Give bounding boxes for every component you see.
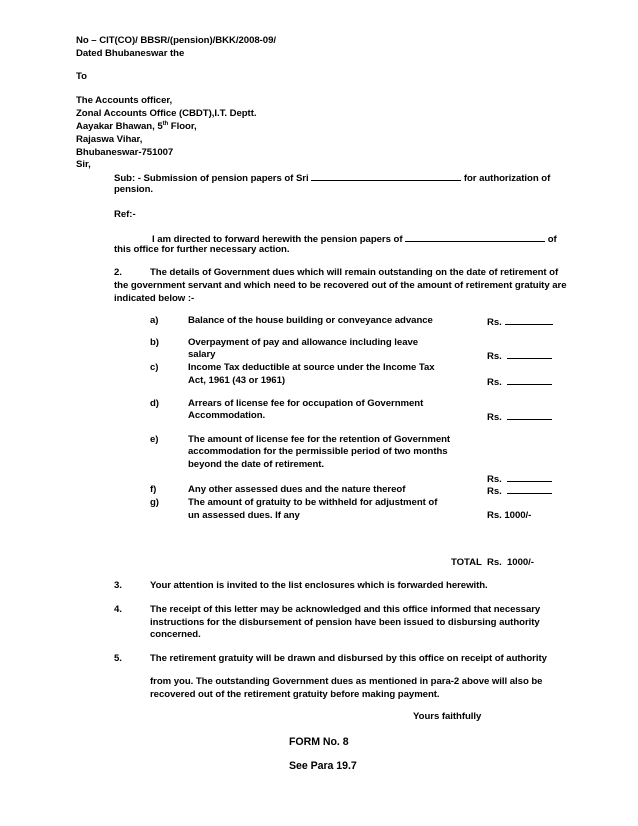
papers-blank [405,232,545,242]
dues-g-label: g) [150,497,159,508]
total-amount: Rs. 1000/- [487,557,534,568]
ref-label: Ref:- [114,209,136,220]
subject-suffix: for authorization of [461,173,551,184]
para4-line-3: concerned. [150,629,201,640]
dues-a-amount [487,315,553,329]
dues-e-text-1: The amount of license fee for the retention of Government [188,434,451,445]
para3-number: 3. [114,580,122,591]
dues-f-amount [487,484,552,498]
dues-d-text-1: Arrears of license fee for occupation of Government [188,398,424,409]
para2-number: 2. [114,267,122,278]
closing-yours-faithfully: Yours faithfully [413,711,482,722]
address-line-2: Zonal Accounts Office (CBDT),I.T. Deptt. [76,108,257,119]
dues-b-currency: Rs. [487,351,502,362]
para1-text: I am directed to forward herewith the pension papers of [152,234,406,245]
para5-line-3: recovered out of the retirement gratuity before making payment. [150,689,440,700]
address-line-1: The Accounts officer, [76,95,173,106]
dues-e-blank [507,472,552,482]
dues-e-currency: Rs. [487,474,502,485]
address-line-5: Bhubaneswar-751007 [76,147,174,158]
para1-line-2: this office for further necessary action. [114,244,290,255]
dues-f-text: Any other assessed dues and the nature thereof [188,484,406,495]
para4-line-2: instructions for the disbursement of pension have been issued to disbursing authority [150,617,540,628]
dues-c-label: c) [150,362,159,373]
total-label: TOTAL [451,557,482,568]
para5-line-1: The retirement gratuity will be drawn and disbursed by this office on receipt of authority [150,653,547,664]
dues-f-label: f) [150,484,157,495]
dues-d-label: d) [150,398,159,409]
para2-line-3: indicated below :- [114,293,195,304]
dues-d-currency: Rs. [487,412,502,423]
reference-number: No – CIT(CO)/ BBSR/(pension)/BKK/2008-09/ [76,35,276,46]
subject-line-1 [114,171,550,185]
dues-b-text-1: Overpayment of pay and allowance including leave [188,337,419,348]
dues-b-amount [487,349,552,363]
floor-superscript: th [162,120,169,127]
salutation: Sir, [76,159,91,170]
dues-b-text-2: salary [188,349,216,360]
address-line-3 [76,121,197,133]
dues-a-blank [505,315,553,325]
dues-e-label: e) [150,434,159,445]
dues-e-text-3: beyond the date of retirement. [188,459,325,470]
form-para: See Para 19.7 [289,760,357,772]
dues-c-text-2: Act, 1961 (43 or 1961) [188,375,286,386]
para3-line-1: Your attention is invited to the list enclosures which is forwarded herewith. [150,580,488,591]
para2-line-1: The details of Government dues which will remain outstanding on the date of retirement of [150,267,559,278]
dues-g-amount: Rs. 1000/- [487,510,532,521]
dated-line: Dated Bhubaneswar the [76,48,185,59]
para1-suffix: of [545,234,557,245]
dues-b-label: b) [150,337,159,348]
address-line-4: Rajaswa Vihar, [76,134,143,145]
address-line-3-suffix: Floor, [168,121,197,132]
dues-g-text-1: The amount of gratuity to be withheld for adjustment of [188,497,438,508]
dues-c-amount [487,375,552,389]
dues-a-text: Balance of the house building or conveyance advance [188,315,433,326]
dues-d-text-2: Accommodation. [188,410,266,421]
para5-number: 5. [114,653,122,664]
dues-e-text-2: accommodation for the permissible period of two months [188,446,448,457]
para2-line-2: the government servant and which need to be recovered out of the amount of retirement gratuity are [114,280,567,291]
dues-f-blank [507,484,552,494]
subject-text: Sub: - Submission of pension papers of Sri [114,173,312,184]
dues-g-text-2: un assessed dues. If any [188,510,300,521]
dues-c-text-1: Income Tax deductible at source under the Income Tax [188,362,435,373]
form-title: FORM No. 8 [289,736,349,748]
dues-c-blank [507,375,552,385]
dues-a-label: a) [150,315,159,326]
para4-number: 4. [114,604,122,615]
dues-d-blank [507,410,552,420]
dues-d-amount [487,410,552,424]
subject-line-2: pension. [114,184,154,195]
to-label: To [76,71,87,82]
dues-a-currency: Rs. [487,317,502,328]
dues-b-blank [507,349,552,359]
dues-f-currency: Rs. [487,486,502,497]
para5-line-2: from you. The outstanding Government dues as mentioned in para-2 above will also be [150,676,543,687]
address-line-3-text: Aayakar Bhawan, 5 [76,121,163,132]
para4-line-1: The receipt of this letter may be acknowledged and this office informed that necessary [150,604,541,615]
dues-c-currency: Rs. [487,377,502,388]
name-blank [311,171,461,181]
